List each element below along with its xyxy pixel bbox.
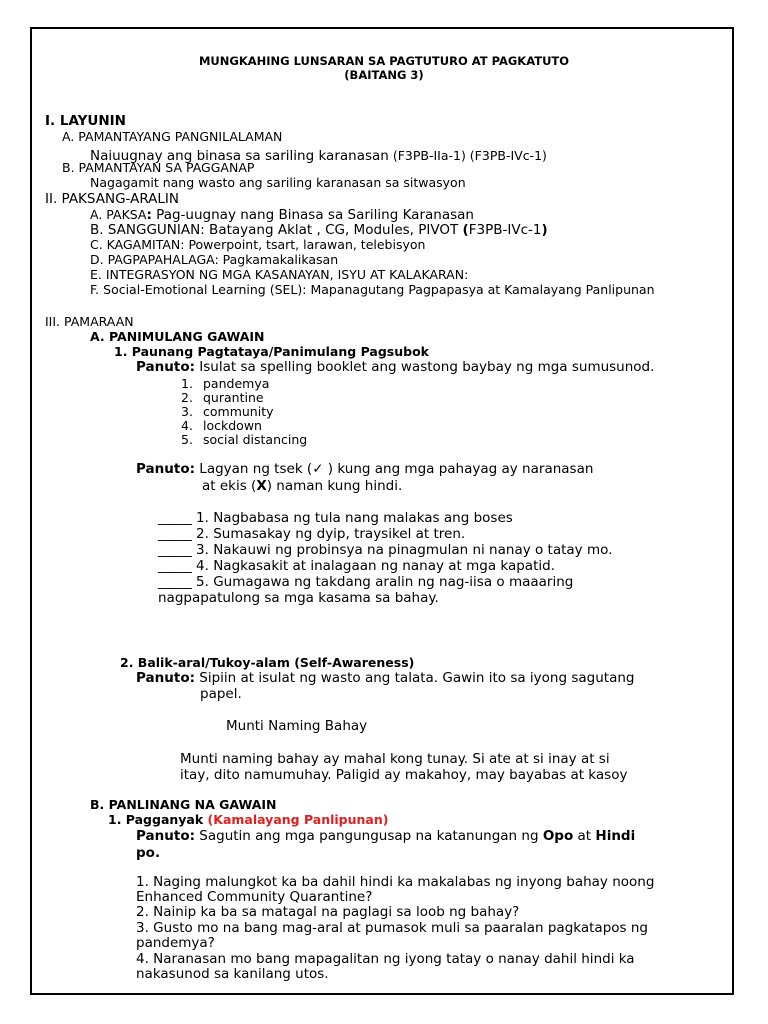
statement-item: nagpapatulong sa mga kasama sa bahay. <box>158 590 439 606</box>
x-mark-icon: X <box>256 478 267 494</box>
spelling-word: pandemya <box>203 376 270 391</box>
paksa-label: A. PAKSA <box>90 207 147 222</box>
poem-line: itay, dito namumuhay. Paligid ay makahoy, may bayabas at kasoy <box>180 767 628 783</box>
panuto-label: Panuto: <box>136 670 195 686</box>
spelling-number: 4. <box>181 418 193 433</box>
document-title: MUNGKAHING LUNSARAN SA PAGTUTURO AT PAGKATUTO <box>198 54 570 68</box>
spelling-number: 2. <box>181 390 193 405</box>
pagganyak-heading <box>108 813 388 827</box>
pamantayang-pangnilalaman-label: A. PAMANTAYANG PANGNILALAMAN <box>62 129 283 144</box>
spelling-number: 5. <box>181 432 193 447</box>
tsek-text-b: ) kung ang mga pahayag ay naranasan <box>323 461 594 477</box>
kagamitan-line: C. KAGAMITAN: Powerpoint, tsart, larawan, telebisyon <box>90 237 426 252</box>
spelling-word: qurantine <box>203 390 264 405</box>
spelling-word: lockdown <box>203 418 262 433</box>
paunang-pagtataya-heading: 1. Paunang Pagtataya/Panimulang Pagsubok <box>114 344 429 359</box>
ekis-text-a: at ekis ( <box>202 478 257 494</box>
layunin-a-codes: (F3PB-IIa-1) (F3PB-IVc-1) <box>388 148 547 163</box>
opo-word: Opo <box>542 828 574 844</box>
poem-line: Munti naming bahay ay mahal kong tunay. Si ate at si inay at si <box>180 751 610 767</box>
panlinang-na-gawain-heading: B. PANLINANG NA GAWAIN <box>90 797 277 812</box>
statement-item: _____ 1. Nagbabasa ng tula nang malakas ang boses <box>158 510 513 526</box>
spelling-number: 3. <box>181 404 193 419</box>
at-word: at <box>573 828 596 844</box>
statement-item: _____ 5. Gumagawa ng takdang aralin ng nag-iisa o maaaring <box>158 574 574 590</box>
panuto-label: Panuto: <box>136 461 195 477</box>
layunin-a-text: Naiuugnay ang binasa sa sariling karanasan <box>90 148 389 164</box>
spelling-number: 1. <box>181 376 193 391</box>
balik-aral-heading: 2. Balik-aral/Tukoy-alam (Self-Awareness) <box>120 655 415 670</box>
pagganyak-label: 1. Pagganyak <box>108 812 208 827</box>
spelling-word: social distancing <box>203 432 308 447</box>
statement-item: _____ 2. Sumasakay ng dyip, traysikel at tren. <box>158 526 466 542</box>
sanggunian-paren-open: ( <box>462 222 469 238</box>
balik-aral-panuto-line1 <box>136 671 634 687</box>
tsek-panuto-line1 <box>136 462 593 478</box>
tsek-panuto-line2 <box>202 479 402 495</box>
question-line: 2. Nainip ka ba sa matagal na paglagi sa loob ng bahay? <box>136 904 520 920</box>
question-line: 1. Naging malungkot ka ba dahil hindi ka makalabas ng inyong bahay noong <box>136 874 655 890</box>
sel-line: F. Social-Emotional Learning (SEL): Mapanagutang Pagpapasya at Kamalayang Panlipunan <box>90 282 655 297</box>
pagganyak-tag: (Kamalayang Panlipunan) <box>207 812 389 827</box>
spelling-panuto-text: Isulat sa spelling booklet ang wastong baybay ng mga sumusunod. <box>195 359 655 375</box>
panuto-label: Panuto: <box>136 828 195 844</box>
panimulang-gawain-heading: A. PANIMULANG GAWAIN <box>90 329 265 344</box>
pamaraan-heading: III. PAMARAAN <box>45 314 134 329</box>
poem-title: Munti Naming Bahay <box>226 718 368 734</box>
integrasyon-line: E. INTEGRASYON NG MGA KASANAYAN, ISYU AT KALAKARAN: <box>90 267 469 282</box>
paksang-aralin-heading: II. PAKSANG-ARALIN <box>45 191 180 207</box>
layunin-heading: I. LAYUNIN <box>45 113 126 129</box>
sanggunian-paren-close: ) <box>541 222 548 238</box>
pagganyak-panuto-text: Sagutin ang mga pangungusap na katanungan ng <box>195 828 543 844</box>
pagpapahalaga-line: D. PAGPAPAHALAGA: Pagkamakalikasan <box>90 252 339 267</box>
spelling-panuto <box>136 360 654 376</box>
balik-aral-panuto-line2: papel. <box>200 686 242 702</box>
document-grade: (BAITANG 3) <box>344 68 424 82</box>
ekis-text-b: ) naman kung hindi. <box>266 478 403 494</box>
pagganyak-panuto-line1 <box>136 829 635 845</box>
pamantayan-sa-pagganap-label: B. PAMANTAYAN SA PAGGANAP <box>62 160 255 175</box>
spelling-word: community <box>203 404 274 419</box>
sanggunian-text: B. SANGGUNIAN: Batayang Aklat , CG, Modules, PIVOT <box>90 222 463 238</box>
paksa-text: Pag-uugnay nang Binasa sa Sariling Karanasan <box>151 207 474 223</box>
panuto-label: Panuto: <box>136 359 195 375</box>
question-line: nakasunod sa kanilang utos. <box>136 966 329 982</box>
check-mark-icon: ✓ <box>312 461 324 477</box>
sanggunian-code: F3PB-IVc-1 <box>468 222 542 238</box>
question-line: 4. Naranasan mo bang mapagalitan ng iyong tatay o nanay dahil hindi ka <box>136 951 635 967</box>
balik-aral-panuto-text: Sipiin at isulat ng wasto ang talata. Gawin ito sa iyong sagutang <box>195 670 635 686</box>
pagganyak-panuto-line2: po. <box>136 845 161 861</box>
pamantayan-sa-pagganap-text: Nagagamit nang wasto ang sariling karanasan sa sitwasyon <box>90 175 466 190</box>
hindi-word: Hindi <box>595 828 636 844</box>
statement-item: _____ 3. Nakauwi ng probinsya na pinagmulan ni nanay o tatay mo. <box>158 542 613 558</box>
question-line: Enhanced Community Quarantine? <box>136 889 373 905</box>
paksa-colon: : <box>146 207 152 223</box>
tsek-text-a: Lagyan ng tsek ( <box>195 461 313 477</box>
statement-item: _____ 4. Nagkasakit at inalagaan ng nanay at mga kapatid. <box>158 558 555 574</box>
question-line: 3. Gusto mo na bang mag-aral at pumasok muli sa paaralan pagkatapos ng <box>136 920 648 936</box>
question-line: pandemya? <box>136 935 215 951</box>
